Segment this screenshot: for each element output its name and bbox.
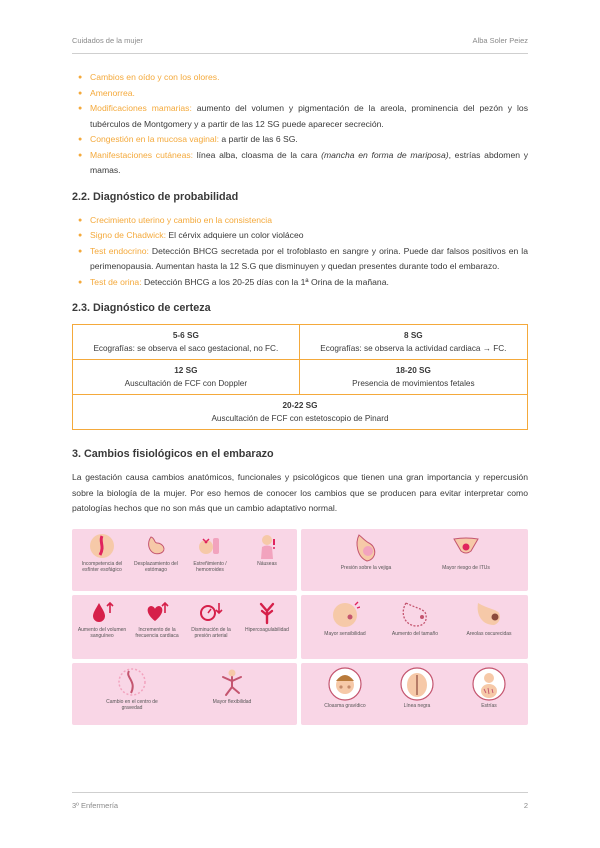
icon-caption: Náuseas xyxy=(257,560,277,567)
item-keyword: Signo de Chadwick: xyxy=(90,230,166,240)
item-text: aumento del volumen y pigmentación de la areola, prominencia del pezón y los tubérculos de Montgomery y a partir de las 12 SG puede aparecer secreción. xyxy=(90,103,528,129)
esophagus-icon xyxy=(76,533,128,573)
list-item xyxy=(72,228,528,244)
coagulation-icon xyxy=(240,599,294,633)
certainty-table xyxy=(72,324,528,430)
constipation-icon xyxy=(184,533,236,573)
header-course: Cuidados de la mujer xyxy=(72,36,143,45)
stretch-marks-icon xyxy=(459,667,519,709)
breast-panel xyxy=(301,595,528,659)
item-text: a partir de las 6 SG. xyxy=(219,134,298,144)
page-header xyxy=(72,36,528,45)
breast-size-icon xyxy=(385,599,445,637)
item-text: Detección BHCG a los 20-25 días con la 1ª Orina de la mañana. xyxy=(141,276,389,287)
cell-week: 5-6 SG xyxy=(172,331,199,340)
cell-desc: Ecografías: se observa la actividad cardiaca → FC. xyxy=(320,344,507,353)
list-item xyxy=(72,244,528,275)
icon-caption: Mayor flexibilidad xyxy=(212,698,252,705)
icon-caption: Incompetencia del esfínter esofágico xyxy=(81,560,123,573)
item-text: El cérvix adquiere un color violáceo xyxy=(165,230,304,240)
item-keyword: Test de orina: xyxy=(90,276,142,287)
list-item xyxy=(72,86,528,102)
areola-icon xyxy=(459,599,519,637)
header-author: Alba Soler Peiez xyxy=(472,36,528,45)
item-italic: (mancha en forma de mariposa) xyxy=(321,149,449,160)
icon-caption: Línea negra xyxy=(403,702,431,709)
icon-caption: Hipercoagulabilidad xyxy=(245,626,289,633)
icon-caption: Aumento del tamaño xyxy=(391,630,439,637)
cell-desc: Auscultación de FCF con estetoscopio de Pinard xyxy=(211,414,389,423)
physiological-paragraph: La gestación causa cambios anatómicos, funcionales y psicológicos que tienen una gran importancia y repercusión sobre la biología de la mujer. Por eso hemos de conocer los cambios que se producen para evitar interpretar como patologías hechos que no son más que un cambio adaptativo normal. xyxy=(72,472,528,513)
bladder-pressure-icon xyxy=(331,533,401,571)
urinary-panel xyxy=(301,529,528,591)
item-text: Detección BHCG secretada por el trofoblasto en sangre y orina. Puede dar falsos positivos en la perimenopausia. Aumentan hasta la 12 S.G que disminuyen y quedan presentes durante todo el embarazo. xyxy=(90,245,528,271)
heart-rate-icon xyxy=(132,599,182,639)
cell-desc: Auscultación de FCF con Doppler xyxy=(124,379,248,388)
cell-desc: Presencia de movimientos fetales xyxy=(352,379,475,388)
icon-caption: Cloasma gravídico xyxy=(324,702,366,709)
icon-caption: Cambio en el centro de gravedad xyxy=(106,698,158,711)
list-item xyxy=(72,148,528,179)
cell-week: 12 SG xyxy=(174,366,198,375)
icon-caption: Mayor riesgo de ITUs xyxy=(442,564,490,571)
item-keyword: Modificaciones mamarias: xyxy=(90,103,192,113)
skin-panel xyxy=(301,663,528,725)
table-cell xyxy=(73,360,300,395)
icon-caption: Estrías xyxy=(481,702,497,709)
footer-divider xyxy=(72,792,528,793)
icon-caption: Areolas oscurecidas xyxy=(466,630,512,637)
musculoskeletal-panel xyxy=(72,663,297,725)
footer-course: 3º Enfermería xyxy=(72,801,119,810)
center-of-gravity-icon xyxy=(102,667,162,711)
item-keyword: Manifestaciones cutáneas: xyxy=(90,149,194,160)
table-cell xyxy=(73,325,300,360)
nausea-icon xyxy=(242,533,292,567)
probability-list xyxy=(72,213,528,291)
item-text: , estrías abdomen y mamas. xyxy=(90,149,528,175)
icon-caption: Incremento de la frecuencia cardiaca xyxy=(135,626,179,639)
digestive-panel xyxy=(72,529,297,591)
header-divider xyxy=(72,53,528,54)
page-number: 2 xyxy=(523,801,528,810)
page-content xyxy=(72,70,528,725)
cardiovascular-panel xyxy=(72,595,297,659)
item-keyword: Crecimiento uterino y cambio en la consistencia xyxy=(90,214,272,225)
cell-desc: Ecografías: se observa el saco gestacional, no FC. xyxy=(93,344,279,353)
list-item xyxy=(72,101,528,132)
physiological-changes-infographic xyxy=(72,529,528,725)
linea-nigra-icon xyxy=(387,667,447,709)
icon-caption: Disminución de la presión arterial xyxy=(191,626,231,639)
list-item xyxy=(72,70,528,86)
list-item xyxy=(72,213,528,229)
blood-pressure-icon xyxy=(186,599,236,639)
item-text: línea alba, cloasma de la cara xyxy=(193,149,322,160)
item-keyword: Cambios en oído y con los olores. xyxy=(90,72,220,82)
chloasma-icon xyxy=(315,667,375,709)
flexibility-icon xyxy=(202,667,262,705)
item-keyword: Congestión en la mucosa vaginal: xyxy=(90,134,219,144)
icon-caption: Estreñimiento / hemorroides xyxy=(193,560,227,573)
table-cell xyxy=(73,395,528,430)
cell-week: 8 SG xyxy=(404,331,423,340)
stomach-icon xyxy=(132,533,180,573)
icon-caption: Aumento del volumen sanguíneo xyxy=(77,626,127,639)
top-bullet-list xyxy=(72,70,528,179)
section-heading-physiological: 3. Cambios fisiológicos en el embarazo xyxy=(72,448,274,460)
icon-caption: Presión sobre la vejiga xyxy=(340,564,392,571)
section-heading-certainty: 2.3. Diagnóstico de certeza xyxy=(72,302,211,314)
table-cell xyxy=(299,325,527,360)
breast-sensitivity-icon xyxy=(315,599,375,637)
cell-week: 18-20 SG xyxy=(395,366,431,375)
table-cell xyxy=(299,360,527,395)
section-heading-probability: 2.2. Diagnóstico de probabilidad xyxy=(72,190,239,203)
cell-week: 20-22 SG xyxy=(282,401,318,410)
page-footer xyxy=(72,801,528,810)
item-keyword: Test endocrino: xyxy=(90,245,149,256)
list-item xyxy=(72,132,528,148)
icon-caption: Mayor sensibilidad xyxy=(324,630,366,637)
uti-risk-icon xyxy=(431,533,501,571)
item-keyword: Amenorrea. xyxy=(90,87,135,98)
list-item xyxy=(72,275,528,291)
icon-caption: Desplazamiento del estómago xyxy=(134,560,178,573)
blood-drop-icon xyxy=(76,599,128,639)
